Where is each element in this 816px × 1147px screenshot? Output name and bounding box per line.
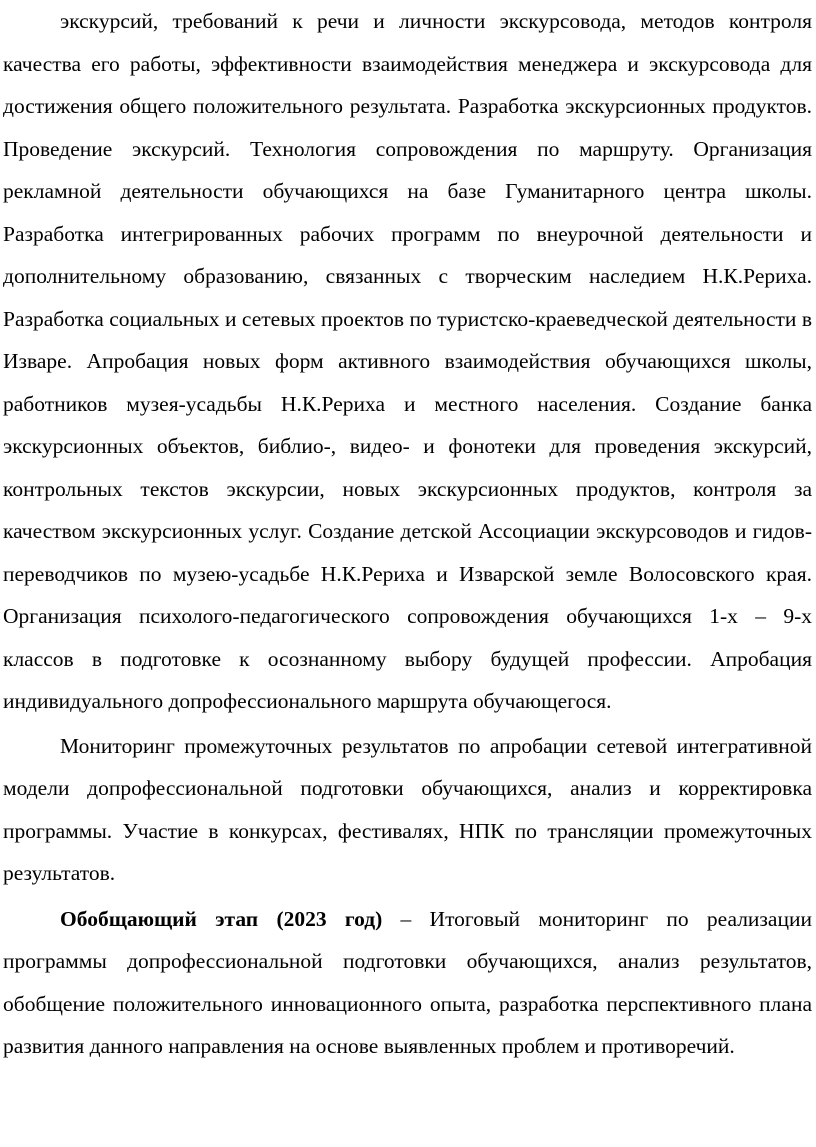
paragraph-3-text: – Итоговый мониторинг по реализации программы допрофессиональной подготовки обучающихся, анализ результатов, обобщение положительного инновационного опыта, разработка перспективного плана развития данного направления на основе выявленных проблем и противоречий. <box>3 906 812 1058</box>
paragraph-3 <box>3 898 812 1068</box>
paragraph-1 <box>3 0 812 723</box>
stage-heading: Обобщающий этап (2023 год) <box>60 906 383 931</box>
paragraph-1-text: экскурсий, требований к речи и личности экскурсовода, методов контроля качества его работы, эффективности взаимодействия менеджера и экскурсовода для достижения общего положительного результата. Разработка экскурсионных продуктов. Проведение экскурсий. Технология сопровождения по маршруту. Организация рекламной деятельности обучающихся на базе Гуманитарного центра школы. Разработка интегрированных рабочих программ по внеурочной деятельности и дополнительному образованию, связанных с творческим наследием Н.К.Рериха. Разработка социальных и сетевых проектов по туристско-краеведческой деятельности в Изваре. Апробация новых форм активного взаимодействия обучающихся школы, работников музея-усадьбы Н.К.Рериха и местного населения. Создание банка экскурсионных объектов, библио-, видео- и фонотеки для проведения экскурсий, контрольных текстов экскурсии, новых экскурсионных продуктов, контроля за качеством экскурсионных услуг. Создание детской Ассоциации экскурсоводов и гидов-переводчиков по музею-усадьбе Н.К.Рериха и Изварской земле Волосовского края. Организация психолого-педагогического сопровождения обучающихся 1-х – 9-х классов в подготовке к осознанному выбору будущей профессии. Апробация индивидуального допрофессионального маршрута обучающегося. <box>3 9 812 713</box>
paragraph-2: Мониторинг промежуточных результатов по апробации сетевой интегративной модели допрофессиональной подготовки обучающихся, анализ и корректировка программы. Участие в конкурсах, фестивалях, НПК по трансляции промежуточных результатов. <box>3 733 812 885</box>
